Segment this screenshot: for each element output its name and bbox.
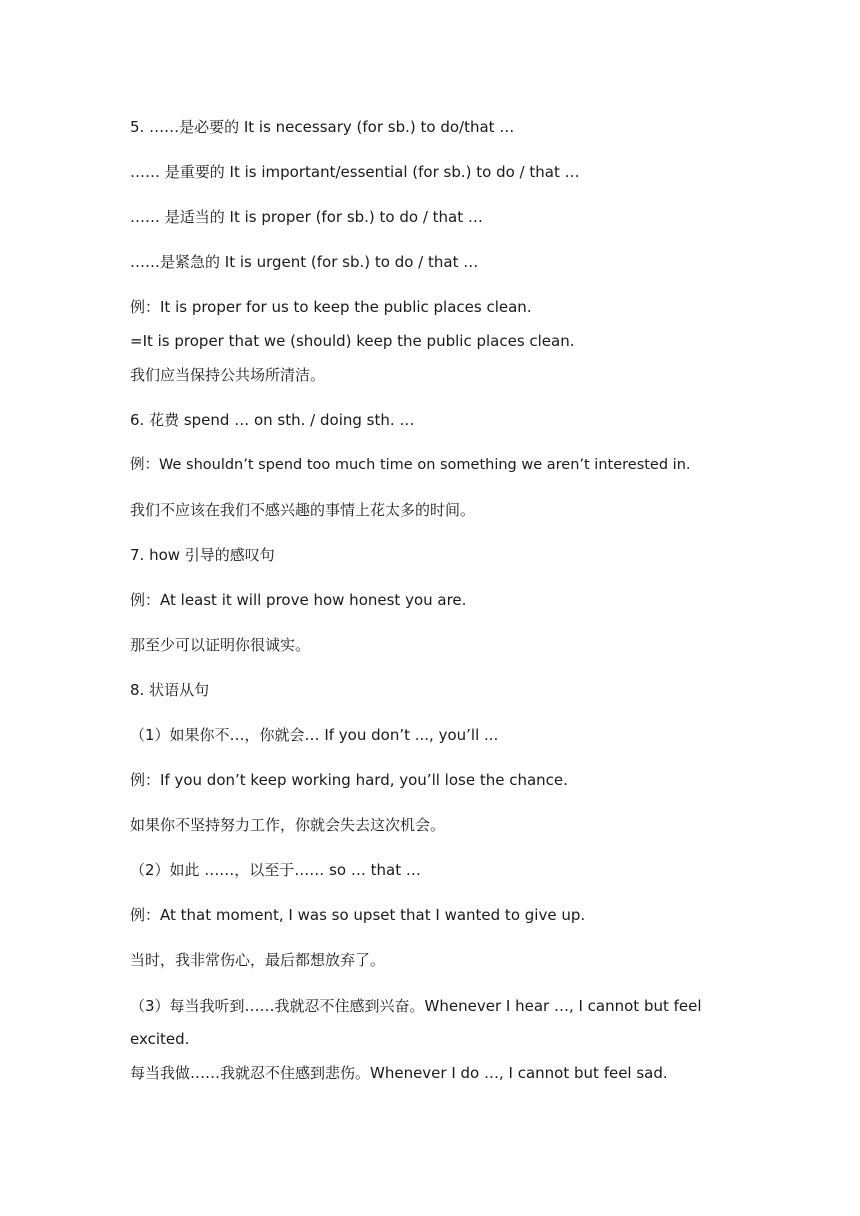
item-7-heading: 7. how 引导的感叹句 bbox=[130, 546, 275, 564]
example-7-english: 例：At least it will prove how honest you are. bbox=[130, 591, 467, 609]
item-8-3-sad: 每当我做……我就忍不住感到悲伤。Whenever I do …, I cannot but feel sad. bbox=[130, 1064, 668, 1082]
item-8-heading: 8. 状语从句 bbox=[130, 681, 210, 699]
example-8-2-english: 例：At that moment, I was so upset that I wanted to give up. bbox=[130, 906, 586, 924]
item-5-necessary: 5. ……是必要的 It is necessary (for sb.) to do/that … bbox=[130, 118, 515, 136]
example-8-1-chinese: 如果你不坚持努力工作，你就会失去这次机会。 bbox=[130, 816, 446, 834]
example-6-english: 例：We shouldn’t spend too much time on something we aren’t interested in. bbox=[130, 457, 691, 473]
example-6-chinese: 我们不应该在我们不感兴趣的事情上花太多的时间。 bbox=[130, 501, 476, 519]
example-5-english-1: 例：It is proper for us to keep the public places clean. bbox=[130, 298, 532, 316]
example-8-2-chinese: 当时，我非常伤心，最后都想放弃了。 bbox=[130, 951, 386, 969]
example-8-1-english: 例：If you don’t keep working hard, you’ll lose the chance. bbox=[130, 771, 568, 789]
example-7-chinese: 那至少可以证明你很诚实。 bbox=[130, 636, 311, 654]
item-8-1-heading: （1）如果你不…，你就会… If you don’t ..., you’ll ... bbox=[130, 726, 499, 744]
item-5-urgent: ……是紧急的 It is urgent (for sb.) to do / that … bbox=[130, 253, 479, 271]
example-5-chinese: 我们应当保持公共场所清洁。 bbox=[130, 366, 326, 384]
item-5-important: …… 是重要的 It is important/essential (for sb.) to do / that … bbox=[130, 163, 580, 181]
item-8-3-heading: （3）每当我听到……我就忍不住感到兴奋。Whenever I hear …, I cannot but feel excited. bbox=[130, 997, 702, 1048]
item-5-proper: …… 是适当的 It is proper (for sb.) to do / that … bbox=[130, 208, 483, 226]
example-5-english-2: =It is proper that we (should) keep the public places clean. bbox=[130, 332, 575, 350]
item-6-heading: 6. 花费 spend … on sth. / doing sth. … bbox=[130, 411, 415, 429]
item-8-2-heading: （2）如此 ……，以至于…… so … that … bbox=[130, 861, 421, 879]
